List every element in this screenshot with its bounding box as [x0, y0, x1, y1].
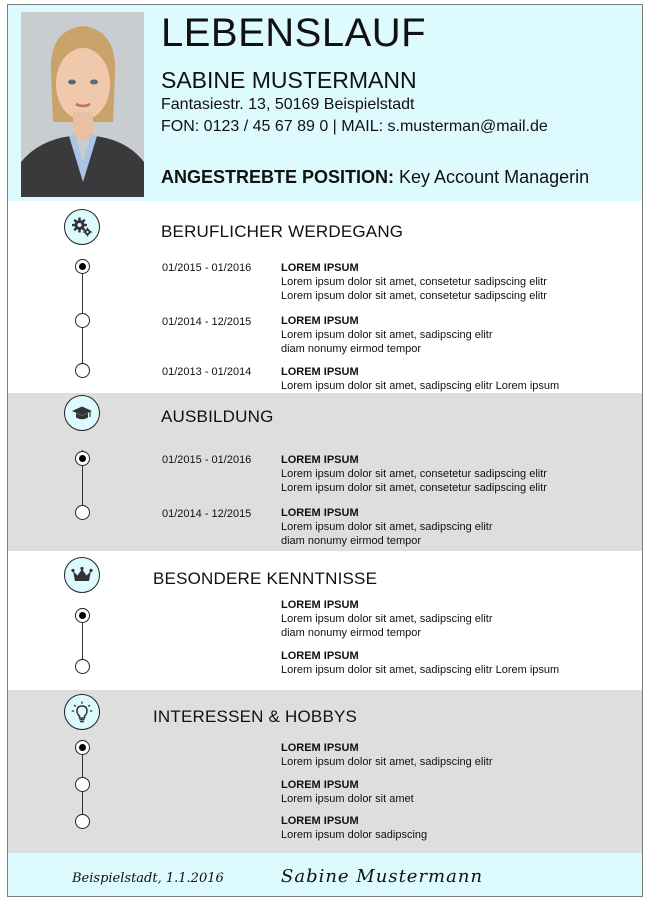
place-date: Beispielstadt, 1.1.2016 [72, 871, 224, 886]
timeline-dot [75, 659, 90, 674]
entry-line: Lorem ipsum dolor sit amet, sadipscing elitr [281, 613, 493, 625]
timeline-dot [75, 451, 90, 466]
list-item [281, 365, 559, 393]
entry-title: LOREM IPSUM [281, 779, 359, 791]
entry-line: Lorem ipsum dolor sit amet, sadipscing elitr [281, 329, 493, 341]
timeline-dot [75, 777, 90, 792]
timeline-dot [75, 608, 90, 623]
entry-date: 01/2014 - 12/2015 [162, 508, 252, 520]
position-value: Key Account Managerin [399, 167, 590, 187]
gears-icon [64, 209, 100, 245]
entry-date: 01/2015 - 01/2016 [162, 454, 252, 466]
document-title: LEBENSLAUF [161, 11, 427, 55]
list-item [281, 649, 559, 677]
list-item [281, 814, 427, 842]
entry-line: Lorem ipsum dolor sit amet, consetetur sadipscing elitr [281, 276, 547, 288]
entry-line: diam nonumy eirmod tempor [281, 535, 422, 547]
entry-line: diam nonumy eirmod tempor [281, 343, 422, 355]
person-name: SABINE MUSTERMANN [161, 67, 417, 93]
target-position [161, 167, 589, 188]
entry-title: LOREM IPSUM [281, 454, 359, 466]
timeline-dot [75, 740, 90, 755]
entry-title: LOREM IPSUM [281, 815, 359, 827]
resume-footer [8, 853, 642, 897]
section-title: AUSBILDUNG [161, 407, 274, 426]
entry-title: LOREM IPSUM [281, 366, 359, 378]
lightbulb-icon [64, 694, 100, 730]
timeline-dot [75, 313, 90, 328]
entry-line: Lorem ipsum dolor sit amet, sadipscing elitr Lorem ipsum [281, 664, 560, 676]
entry-title: LOREM IPSUM [281, 507, 359, 519]
address-line: Fantasiestr. 13, 50169 Beispielstadt [161, 96, 415, 113]
timeline-dot [75, 505, 90, 520]
crown-icon [64, 557, 100, 593]
section-education [8, 393, 642, 551]
timeline-dot [75, 259, 90, 274]
list-item [281, 506, 493, 548]
entry-line: Lorem ipsum dolor sit amet, consetetur sadipscing elitr [281, 482, 547, 494]
timeline-dot [75, 363, 90, 378]
entry-line: Lorem ipsum dolor sit amet [281, 793, 414, 805]
profile-photo [21, 12, 144, 197]
graduation-cap-icon [64, 395, 100, 431]
section-skills [8, 551, 642, 690]
list-item [281, 261, 547, 303]
entry-line: Lorem ipsum dolor sit amet, consetetur sadipscing elitr [281, 468, 547, 480]
entry-title: LOREM IPSUM [281, 262, 359, 274]
signature: Sabine Mustermann [281, 866, 484, 887]
section-hobbies [8, 690, 642, 853]
entry-title: LOREM IPSUM [281, 742, 359, 754]
list-item [281, 453, 547, 495]
section-title: INTERESSEN & HOBBYS [153, 707, 358, 726]
section-work-experience [8, 201, 642, 393]
timeline-dot [75, 814, 90, 829]
entry-title: LOREM IPSUM [281, 599, 359, 611]
entry-line: Lorem ipsum dolor sadipscing [281, 829, 428, 841]
entry-line: Lorem ipsum dolor sit amet, sadipscing elitr [281, 521, 493, 533]
entry-date: 01/2014 - 12/2015 [162, 316, 252, 328]
entry-line: Lorem ipsum dolor sit amet, sadipscing elitr Lorem ipsum [281, 380, 560, 392]
position-label: ANGESTREBTE POSITION: [161, 167, 395, 187]
entry-date: 01/2013 - 01/2014 [162, 366, 252, 378]
resume-header [8, 5, 642, 201]
list-item [281, 741, 493, 769]
list-item [281, 778, 414, 806]
section-title: BERUFLICHER WERDEGANG [161, 222, 404, 241]
list-item [281, 314, 493, 356]
entry-title: LOREM IPSUM [281, 650, 359, 662]
entry-line: Lorem ipsum dolor sit amet, sadipscing elitr [281, 756, 493, 768]
contact-line: FON: 0123 / 45 67 89 0 | MAIL: s.musterman@mail.de [161, 118, 548, 135]
entry-title: LOREM IPSUM [281, 315, 359, 327]
entry-line: Lorem ipsum dolor sit amet, consetetur sadipscing elitr [281, 290, 547, 302]
resume-page [7, 4, 643, 897]
list-item [281, 598, 493, 640]
entry-line: diam nonumy eirmod tempor [281, 627, 422, 639]
section-title: BESONDERE KENNTNISSE [153, 569, 378, 588]
entry-date: 01/2015 - 01/2016 [162, 262, 252, 274]
